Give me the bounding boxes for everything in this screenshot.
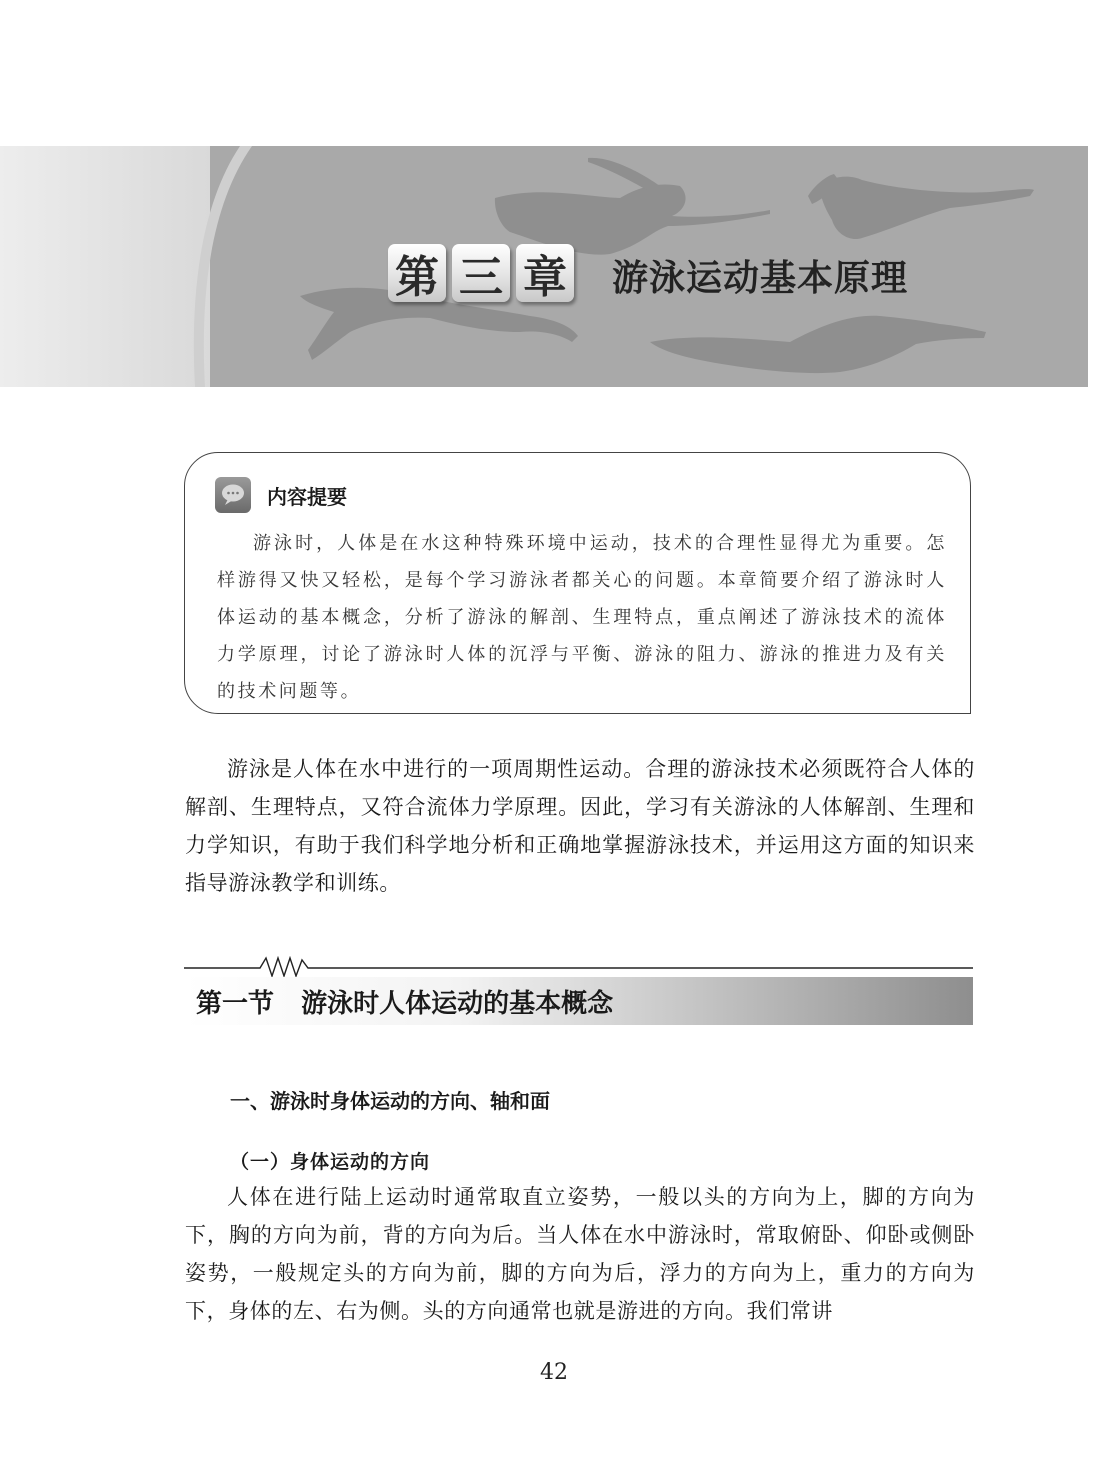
section-paragraph: 人体在进行陆上运动时通常取直立姿势，一般以头的方向为上，脚的方向为下，胸的方向为前，背的方向为后。当人体在水中游泳时，常取俯卧、仰卧或侧卧姿势，一般规定头的方向为前，脚的方向为后，浮力的方向为上，重力的方向为下，身体的左、右为侧。头的方向通常也就是游进的方向。我们常讲 — [185, 1185, 975, 1323]
chapter-banner — [0, 146, 1088, 387]
subheading-level1: 一、游泳时身体运动的方向、轴和面 — [230, 1089, 550, 1113]
summary-text — [217, 525, 947, 710]
intro-paragraph: 游泳是人体在水中进行的一项周期性运动。合理的游泳技术必须既符合人体的解剖、生理特点，又符合流体力学原理。因此，学习有关游泳的人体解剖、生理和力学知识，有助于我们科学地分析和正确地掌握游泳技术，并运用这方面的知识来指导游泳教学和训练。 — [185, 757, 975, 895]
intro-paragraph-block — [185, 750, 975, 902]
speech-bubble-icon — [215, 477, 251, 513]
section-paragraph-block — [185, 1178, 975, 1330]
chapter-badge: 三 — [452, 244, 510, 302]
swimmer-silhouette-4 — [650, 316, 986, 373]
chapter-number-badges — [388, 244, 574, 302]
chapter-badge: 章 — [516, 244, 574, 302]
chapter-title: 游泳运动基本原理 — [612, 258, 909, 299]
content-summary-box — [184, 452, 971, 714]
section-divider-zigzag — [184, 956, 974, 978]
summary-label: 内容提要 — [267, 484, 347, 509]
summary-paragraph: 游泳时，人体是在水这种特殊环境中运动，技术的合理性显得尤为重要。怎样游得又快又轻松，是每个学习游泳者都关心的问题。本章简要介绍了游泳时人体运动的基本概念，分析了游泳的解剖、生理特点，重点阐述了游泳技术的流体力学原理，讨论了游泳时人体的沉浮与平衡、游泳的阻力、游泳的推进力及有关的技术问题等。 — [217, 533, 947, 702]
chapter-badge: 第 — [388, 244, 446, 302]
summary-header — [215, 477, 347, 513]
section-title: 第一节 游泳时人体运动的基本概念 — [196, 989, 614, 1019]
subheading-level2: （一）身体运动的方向 — [230, 1151, 431, 1173]
swimmer-silhouette-2 — [808, 174, 1034, 239]
page-number: 42 — [540, 1360, 568, 1385]
